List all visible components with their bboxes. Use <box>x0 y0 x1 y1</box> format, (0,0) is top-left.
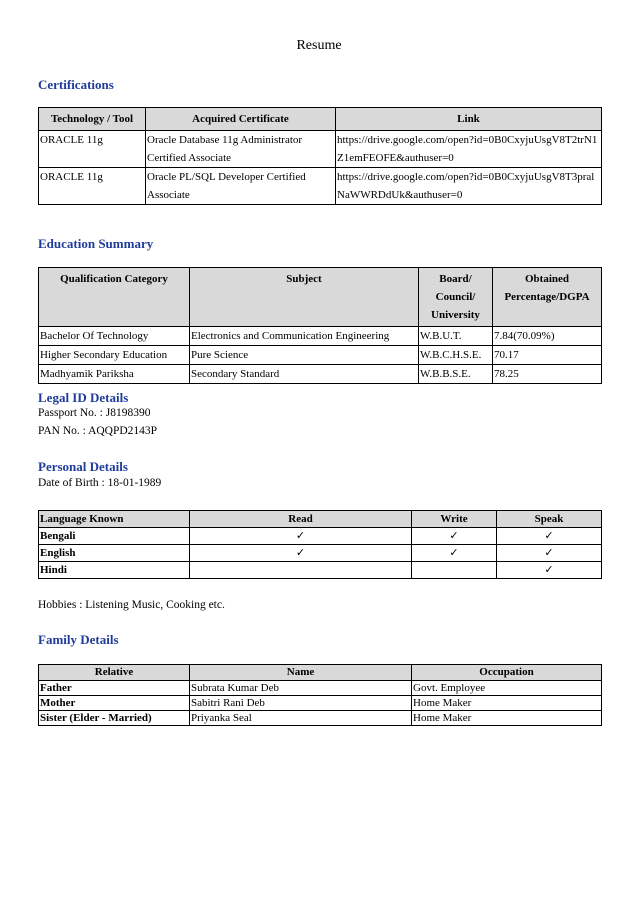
checkmark-icon: ✓ <box>412 545 497 562</box>
table-row <box>39 562 602 579</box>
document-title: Resume <box>296 38 342 53</box>
checkmark-icon: ✓ <box>497 562 602 579</box>
education-heading: Education Summary <box>38 236 154 251</box>
language-name: Bengali <box>39 528 190 545</box>
column-header: Language Known <box>39 511 190 528</box>
table-row <box>39 327 602 346</box>
table-cell: Secondary Standard <box>190 365 419 384</box>
column-header: Name <box>190 665 412 681</box>
column-header: Write <box>412 511 497 528</box>
table-cell: Higher Secondary Education <box>39 346 190 365</box>
table-cell: Govt. Employee <box>412 681 602 696</box>
checkmark-icon <box>190 562 412 579</box>
table-cell: 78.25 <box>493 365 602 384</box>
certificate-link[interactable]: https://drive.google.com/open?id=0B0CxyjuUsgV8T3pralNaWWRDdUk&authuser=0 <box>336 168 602 205</box>
table-cell: Bachelor Of Technology <box>39 327 190 346</box>
table-header-row <box>39 108 602 131</box>
column-header: Speak <box>497 511 602 528</box>
table-cell: Priyanka Seal <box>190 711 412 726</box>
column-header: Subject <box>190 268 419 327</box>
legal-heading: Legal ID Details <box>38 390 129 405</box>
education-table <box>38 267 602 384</box>
table-cell: Subrata Kumar Deb <box>190 681 412 696</box>
table-cell: Sabitri Rani Deb <box>190 696 412 711</box>
table-cell: Electronics and Communication Engineering <box>190 327 419 346</box>
column-header: Read <box>190 511 412 528</box>
table-header-row <box>39 665 602 681</box>
table-cell: W.B.C.H.S.E. <box>419 346 493 365</box>
table-cell: Pure Science <box>190 346 419 365</box>
language-name: Hindi <box>39 562 190 579</box>
column-header: Board/ Council/ University <box>419 268 493 327</box>
relative-cell: Father <box>39 681 190 696</box>
table-row <box>39 696 602 711</box>
pan-number: PAN No. : AQQPD2143P <box>38 425 158 437</box>
table-cell: Home Maker <box>412 696 602 711</box>
checkmark-icon: ✓ <box>190 545 412 562</box>
table-cell: W.B.B.S.E. <box>419 365 493 384</box>
table-row <box>39 528 602 545</box>
table-cell: Home Maker <box>412 711 602 726</box>
certificate-link[interactable]: https://drive.google.com/open?id=0B0CxyjuUsgV8T2trN1Z1emFEOFE&authuser=0 <box>336 131 602 168</box>
column-header: Qualification Category <box>39 268 190 327</box>
hobbies: Hobbies : Listening Music, Cooking etc. <box>38 599 225 611</box>
table-cell: Oracle PL/SQL Developer Certified Associate <box>146 168 336 205</box>
date-of-birth: Date of Birth : 18-01-1989 <box>38 477 162 489</box>
relative-cell: Mother <box>39 696 190 711</box>
table-row <box>39 681 602 696</box>
table-header-row <box>39 268 602 327</box>
column-header: Technology / Tool <box>39 108 146 131</box>
column-header: Occupation <box>412 665 602 681</box>
table-cell: ORACLE 11g <box>39 168 146 205</box>
certifications-table <box>38 107 602 205</box>
family-heading: Family Details <box>38 632 119 647</box>
table-header-row <box>39 511 602 528</box>
table-cell: 7.84(70.09%) <box>493 327 602 346</box>
checkmark-icon: ✓ <box>190 528 412 545</box>
column-header: Link <box>336 108 602 131</box>
table-cell: 70.17 <box>493 346 602 365</box>
checkmark-icon <box>412 562 497 579</box>
personal-heading: Personal Details <box>38 459 128 474</box>
table-cell: Madhyamik Pariksha <box>39 365 190 384</box>
column-header: Obtained Percentage/DGPA <box>493 268 602 327</box>
family-table <box>38 664 602 726</box>
checkmark-icon: ✓ <box>497 545 602 562</box>
certifications-heading: Certifications <box>38 77 114 92</box>
table-row <box>39 168 602 205</box>
table-cell: Oracle Database 11g Administrator Certified Associate <box>146 131 336 168</box>
column-header: Relative <box>39 665 190 681</box>
table-cell: W.B.U.T. <box>419 327 493 346</box>
table-row <box>39 545 602 562</box>
table-row <box>39 346 602 365</box>
table-cell: ORACLE 11g <box>39 131 146 168</box>
languages-table <box>38 510 602 579</box>
table-row <box>39 131 602 168</box>
passport-number: Passport No. : J8198390 <box>38 407 151 419</box>
checkmark-icon: ✓ <box>497 528 602 545</box>
table-row <box>39 365 602 384</box>
language-name: English <box>39 545 190 562</box>
table-row <box>39 711 602 726</box>
column-header: Acquired Certificate <box>146 108 336 131</box>
checkmark-icon: ✓ <box>412 528 497 545</box>
relative-cell: Sister (Elder - Married) <box>39 711 190 726</box>
